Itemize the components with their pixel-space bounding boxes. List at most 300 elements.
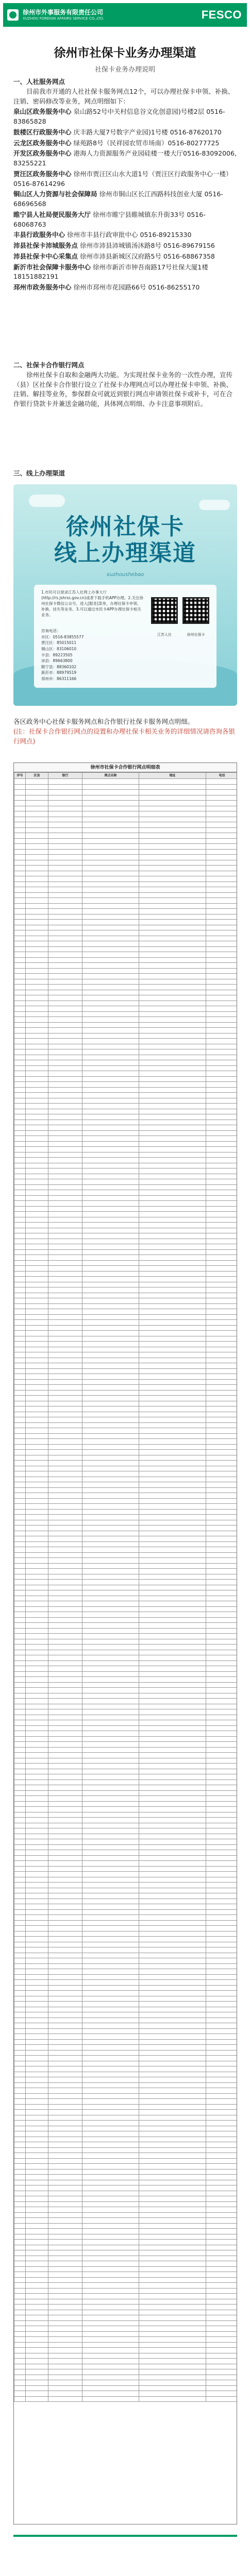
table-cell <box>14 1114 26 1120</box>
table-cell <box>82 2137 139 2142</box>
table-cell <box>82 1195 139 1201</box>
table-cell <box>26 2223 48 2229</box>
table-cell <box>14 898 26 904</box>
table-cell <box>82 2115 139 2121</box>
table-cell <box>14 2250 26 2256</box>
table-cell <box>48 974 82 979</box>
location-item <box>13 252 238 262</box>
table-cell <box>139 1184 206 1190</box>
table-cell <box>14 1228 26 1233</box>
table-cell <box>206 1282 238 1287</box>
table-cell <box>14 1331 26 1336</box>
table-cell <box>26 2142 48 2148</box>
col-header: 区县 <box>26 773 48 779</box>
table-cell <box>26 2359 48 2364</box>
table-row <box>14 1666 238 1672</box>
table-cell <box>139 2234 206 2240</box>
table-cell <box>26 1114 48 1120</box>
table-cell <box>82 1606 139 1612</box>
table-cell <box>139 887 206 893</box>
table-cell <box>82 2277 139 2283</box>
table-cell <box>206 1585 238 1590</box>
table-cell <box>48 1428 82 1434</box>
table-row <box>14 1866 238 1872</box>
table-cell <box>82 2045 139 2050</box>
table-cell <box>139 866 206 871</box>
table-cell <box>139 1720 206 1726</box>
table-cell <box>139 1082 206 1088</box>
table-cell <box>26 2331 48 2337</box>
table-cell <box>48 1774 82 1780</box>
table-cell <box>14 2126 26 2131</box>
table-cell <box>48 1271 82 1277</box>
table-cell <box>82 1477 139 1482</box>
table-cell <box>26 946 48 952</box>
location-name: 铜山区人力资源与社会保障局 <box>13 190 97 198</box>
table-cell <box>206 1985 238 1991</box>
table-cell <box>139 1617 206 1623</box>
table-cell <box>14 2342 26 2348</box>
table-cell <box>14 1071 26 1077</box>
table-row <box>14 1466 238 1471</box>
table-cell <box>26 1206 48 1212</box>
table-cell <box>26 1720 48 1726</box>
qr-code-icon <box>151 597 178 624</box>
table-cell <box>48 1363 82 1369</box>
table-cell <box>139 925 206 930</box>
table-row <box>14 968 238 974</box>
table-cell <box>14 1379 26 1385</box>
table-cell <box>82 2380 139 2386</box>
location-item <box>13 139 238 148</box>
table-cell <box>14 1942 26 1947</box>
table-cell <box>82 2164 139 2170</box>
table-cell <box>82 1184 139 1190</box>
table-cell <box>48 1747 82 1753</box>
table-row <box>14 1958 238 1964</box>
table-cell <box>26 838 48 844</box>
table-cell <box>48 1590 82 1596</box>
table-row <box>14 2039 238 2045</box>
table-cell <box>82 2191 139 2196</box>
table-cell <box>26 1780 48 1785</box>
table-cell <box>14 2077 26 2083</box>
table-cell <box>48 1293 82 1298</box>
table-row <box>14 2261 238 2267</box>
table-cell <box>14 2185 26 2191</box>
table-cell <box>139 2191 206 2196</box>
table-row <box>14 2299 238 2304</box>
table-row <box>14 1617 238 1623</box>
table-cell <box>48 1536 82 1542</box>
location-item <box>13 263 238 282</box>
table-cell <box>139 1974 206 1980</box>
table-cell <box>139 1109 206 1114</box>
table-row <box>14 914 238 920</box>
table-cell <box>26 1363 48 1369</box>
table-cell <box>48 2061 82 2066</box>
table-cell <box>139 1855 206 1861</box>
table-cell <box>14 2050 26 2056</box>
table-cell <box>206 784 238 790</box>
table-cell <box>206 2250 238 2256</box>
table-cell <box>139 1093 206 1098</box>
table-cell <box>26 1287 48 1293</box>
table-cell <box>82 1823 139 1828</box>
table-cell <box>48 2277 82 2283</box>
table-row <box>14 1049 238 1055</box>
table-cell <box>82 1991 139 1996</box>
table-cell <box>26 1174 48 1179</box>
table-cell <box>139 1807 206 1812</box>
table-cell <box>26 1574 48 1580</box>
table-cell <box>14 1828 26 1834</box>
table-cell <box>139 1569 206 1574</box>
table-cell <box>26 1569 48 1574</box>
table-cell <box>14 833 26 839</box>
table-cell <box>26 920 48 925</box>
table-cell <box>14 2007 26 2012</box>
table-cell <box>26 1942 48 1947</box>
table-cell <box>26 1006 48 1012</box>
table-cell <box>139 1271 206 1277</box>
table-cell <box>48 1958 82 1964</box>
table-cell <box>82 1006 139 1012</box>
table-cell <box>139 1314 206 1320</box>
table-cell <box>82 990 139 995</box>
table-row <box>14 1455 238 1461</box>
table-cell <box>206 2185 238 2191</box>
table-cell <box>82 784 139 790</box>
table-cell <box>14 1363 26 1369</box>
table-cell <box>48 1991 82 1996</box>
table-cell <box>139 1552 206 1558</box>
table-cell <box>48 1266 82 1272</box>
table-cell <box>26 2207 48 2213</box>
table-cell <box>206 2191 238 2196</box>
table-cell <box>14 822 26 828</box>
info-text: 1.市民可以登录江苏人社网上办事大厅(http://rs.jshrss.gov.cn)或者下载手机APP办理。2.关注徐州社保卡微信公众号，进入[服务]菜单，办理社保卡申领、补换、挂失等业务。3.可以通过市民卡APP办理社保卡相关业务。 <box>41 590 144 617</box>
table-cell <box>48 2082 82 2088</box>
outlets-note: 各区政务中心社保卡服务网点和合作银行社保卡服务网点明细。 <box>13 718 194 725</box>
table-row <box>14 1109 238 1114</box>
table-cell <box>139 898 206 904</box>
table-cell <box>26 1709 48 1715</box>
table-cell <box>82 898 139 904</box>
table-cell <box>26 1991 48 1996</box>
table-cell <box>14 1764 26 1769</box>
table-row <box>14 1065 238 1071</box>
table-cell <box>206 1422 238 1428</box>
table-cell <box>139 1693 206 1699</box>
table-cell <box>14 2256 26 2261</box>
table-cell <box>139 1769 206 1774</box>
table-row <box>14 2028 238 2034</box>
table-cell <box>206 1039 238 1044</box>
table-row <box>14 2164 238 2170</box>
table-cell <box>26 1260 48 1266</box>
table-cell <box>14 1374 26 1380</box>
table-cell <box>26 2126 48 2131</box>
table-cell <box>82 1872 139 1877</box>
table-cell <box>82 1660 139 1666</box>
table-cell <box>26 1731 48 1737</box>
table-cell <box>139 990 206 995</box>
table-cell <box>48 1433 82 1439</box>
table-cell <box>206 1563 238 1569</box>
table-cell <box>139 1233 206 1239</box>
table-cell <box>139 2158 206 2164</box>
table-cell <box>206 2342 238 2348</box>
table-cell <box>48 1645 82 1650</box>
table-row <box>14 952 238 958</box>
table-cell <box>14 1682 26 1688</box>
table-cell <box>139 1347 206 1352</box>
table-cell <box>206 1574 238 1580</box>
table-cell <box>139 2115 206 2121</box>
table-cell <box>139 1996 206 2002</box>
table-cell <box>48 1450 82 1455</box>
table-cell <box>206 2240 238 2245</box>
table-cell <box>48 1033 82 1039</box>
table-cell <box>82 1893 139 1899</box>
table-cell <box>26 1033 48 1039</box>
table-cell <box>139 1228 206 1233</box>
table-cell <box>26 1493 48 1499</box>
table-cell <box>14 2369 26 2375</box>
table-cell <box>206 1942 238 1947</box>
table-cell <box>206 1569 238 1574</box>
table-cell <box>26 2104 48 2110</box>
table-cell <box>26 957 48 963</box>
table-cell <box>48 2337 82 2343</box>
table-cell <box>82 1233 139 1239</box>
table-cell <box>26 1590 48 1596</box>
table-cell <box>14 1742 26 1748</box>
table-cell <box>48 914 82 920</box>
table-row <box>14 827 238 833</box>
table-cell <box>14 2023 26 2029</box>
table-cell <box>82 806 139 811</box>
table-cell <box>14 1796 26 1802</box>
phone-item: 市区：0516-83855577 <box>41 634 84 639</box>
table-cell <box>14 2018 26 2023</box>
table-cell <box>14 1433 26 1439</box>
table-cell <box>82 2061 139 2066</box>
table-cell <box>26 952 48 958</box>
table-row <box>14 2256 238 2261</box>
table-cell <box>139 974 206 979</box>
table-cell <box>48 1893 82 1899</box>
table-cell <box>139 1352 206 1358</box>
table-cell <box>48 898 82 904</box>
table-cell <box>206 2310 238 2315</box>
table-cell <box>139 1044 206 1049</box>
table-cell <box>82 882 139 887</box>
table-row <box>14 985 238 990</box>
table-cell <box>139 2342 206 2348</box>
table-row <box>14 936 238 941</box>
table-cell <box>82 1022 139 1028</box>
table-cell <box>48 1374 82 1380</box>
table-row <box>14 1585 238 1590</box>
table-row <box>14 2353 238 2359</box>
table-cell <box>14 1206 26 1212</box>
table-cell <box>14 2353 26 2359</box>
table-cell <box>14 1639 26 1645</box>
table-cell <box>14 1650 26 1655</box>
table-cell <box>48 2234 82 2240</box>
table-cell <box>14 2164 26 2170</box>
table-cell <box>14 963 26 969</box>
table-cell <box>48 1158 82 1163</box>
table-cell <box>139 779 206 785</box>
table-cell <box>139 1780 206 1785</box>
table-row <box>14 790 238 795</box>
table-cell <box>26 1812 48 1818</box>
table-cell <box>48 1753 82 1758</box>
table-cell <box>26 1282 48 1287</box>
table-cell <box>14 1736 26 1742</box>
table-cell <box>139 1298 206 1304</box>
table-row <box>14 2288 238 2294</box>
table-cell <box>206 2104 238 2110</box>
table-cell <box>82 1909 139 1915</box>
table-cell <box>14 1396 26 1401</box>
table-cell <box>82 2028 139 2034</box>
table-cell <box>48 946 82 952</box>
table-cell <box>26 2175 48 2180</box>
table-cell <box>139 1466 206 1471</box>
table-cell <box>26 2337 48 2343</box>
table-cell <box>48 925 82 930</box>
table-cell <box>139 2175 206 2180</box>
table-cell <box>206 1482 238 1488</box>
table-cell <box>206 1747 238 1753</box>
table-cell <box>48 2256 82 2261</box>
table-cell <box>48 1558 82 1564</box>
table-cell <box>26 1769 48 1774</box>
table-cell <box>48 1336 82 1342</box>
table-cell <box>82 925 139 930</box>
table-row <box>14 838 238 844</box>
table-cell <box>82 2126 139 2131</box>
table-cell <box>48 968 82 974</box>
table-cell <box>14 2088 26 2094</box>
table-row <box>14 1130 238 1136</box>
table-cell <box>206 876 238 882</box>
table-row <box>14 1331 238 1336</box>
table-cell <box>26 1872 48 1877</box>
table-cell <box>82 1963 139 1969</box>
table-cell <box>26 1617 48 1623</box>
table-cell <box>14 1493 26 1499</box>
table-cell <box>82 2147 139 2153</box>
table-cell <box>139 957 206 963</box>
table-cell <box>206 914 238 920</box>
table-cell <box>48 2007 82 2012</box>
table-cell <box>139 1120 206 1125</box>
table-cell <box>139 1909 206 1915</box>
table-cell <box>48 920 82 925</box>
table-cell <box>139 2245 206 2250</box>
table-cell <box>82 2348 139 2353</box>
table-cell <box>14 1093 26 1098</box>
table-row <box>14 1704 238 1709</box>
table-cell <box>139 876 206 882</box>
table-cell <box>14 1985 26 1991</box>
table-row <box>14 2002 238 2007</box>
table-cell <box>26 1520 48 1526</box>
table-cell <box>139 1071 206 1077</box>
table-cell <box>14 2337 26 2343</box>
table-cell <box>14 1693 26 1699</box>
phone-list-title: 咨询电话： <box>41 629 61 633</box>
table-cell <box>82 1937 139 1942</box>
location-detail: 泉山路52号中关村信息谷文化创意园)号楼2层 0516-83865828 <box>13 108 225 125</box>
table-cell <box>48 2385 82 2391</box>
table-row <box>14 1639 238 1645</box>
table-cell <box>206 2180 238 2185</box>
table-cell <box>139 2212 206 2218</box>
table-cell <box>26 887 48 893</box>
table-cell <box>14 2331 26 2337</box>
table-cell <box>14 1466 26 1471</box>
table-cell <box>206 2169 238 2175</box>
table-cell <box>26 2147 48 2153</box>
table-cell <box>14 1963 26 1969</box>
table-cell <box>26 1141 48 1147</box>
table-cell <box>26 963 48 969</box>
table-cell <box>82 844 139 850</box>
table-cell <box>139 1531 206 1536</box>
table-cell <box>206 1417 238 1423</box>
table-cell <box>26 1996 48 2002</box>
table-row <box>14 1493 238 1499</box>
table-row <box>14 1471 238 1477</box>
table-cell <box>14 1174 26 1179</box>
table-cell <box>82 1293 139 1298</box>
table-cell <box>14 1926 26 1931</box>
table-row <box>14 1526 238 1531</box>
table-cell <box>14 1801 26 1807</box>
table-row <box>14 1812 238 1818</box>
table-cell <box>206 1439 238 1445</box>
table-cell <box>14 2277 26 2283</box>
table-cell <box>48 1764 82 1769</box>
table-cell <box>82 1747 139 1753</box>
table-cell <box>48 2164 82 2170</box>
table-row <box>14 1374 238 1380</box>
table-cell <box>139 1406 206 1412</box>
location-item <box>13 149 238 168</box>
table-cell <box>14 1358 26 1363</box>
table-cell <box>82 1444 139 1450</box>
table-cell <box>206 1028 238 1033</box>
table-cell <box>206 1201 238 1207</box>
table-cell <box>14 1601 26 1607</box>
table-cell <box>48 1109 82 1114</box>
table-row <box>14 2375 238 2380</box>
table-cell <box>26 1958 48 1964</box>
table-cell <box>206 1899 238 1904</box>
page-title: 徐州市社保卡业务办理渠道 <box>54 46 196 60</box>
table-cell <box>82 1487 139 1493</box>
table-cell <box>48 1828 82 1834</box>
table-cell <box>82 2180 139 2185</box>
table-cell <box>206 1076 238 1082</box>
table-cell <box>139 2028 206 2034</box>
